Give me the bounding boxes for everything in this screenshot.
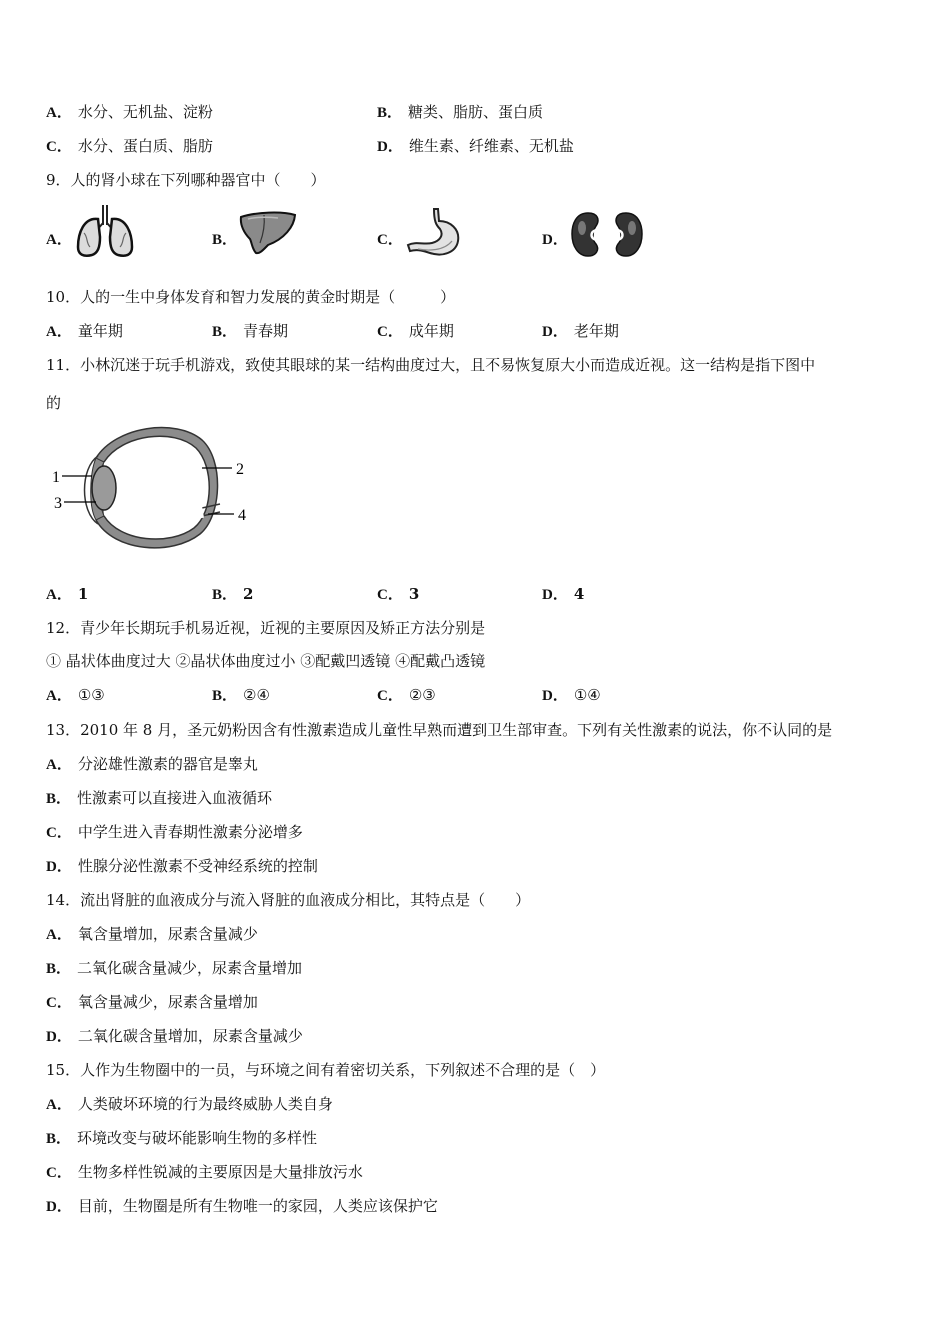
- q15-stem: 15．人作为生物圈中的一员，与环境之间有着密切关系，下列叙述不合理的是（ ）: [46, 1061, 606, 1079]
- q12-stem: 12．青少年长期玩手机易近视，近视的主要原因及矫正方法分别是: [46, 619, 486, 637]
- q9-stem: 9．人的肾小球在下列哪种器官中（ ）: [46, 171, 326, 189]
- q9-option-b[interactable]: B．: [212, 232, 238, 248]
- q10-option-b[interactable]: B． 青春期: [212, 322, 289, 340]
- q12-option-c[interactable]: C． ②③: [377, 686, 436, 704]
- q15-option-c[interactable]: C． 生物多样性锐减的主要原因是大量排放污水: [46, 1163, 363, 1181]
- q12-option-a[interactable]: A． ①③: [46, 686, 105, 704]
- eye-label-4: 4: [238, 507, 246, 524]
- lungs-icon: [74, 203, 136, 259]
- q8-option-d[interactable]: D． 维生素、纤维素、无机盐: [377, 137, 574, 155]
- q15-option-d[interactable]: D． 目前，生物圈是所有生物唯一的家园，人类应该保护它: [46, 1197, 438, 1215]
- q14-option-a[interactable]: A． 氧含量增加，尿素含量减少: [46, 925, 258, 943]
- q8-option-a[interactable]: A． 水分、无机盐、淀粉: [46, 103, 213, 121]
- q10-stem: 10．人的一生中身体发育和智力发展的黄金时期是（ ）: [46, 288, 456, 306]
- q12-items: ① 晶状体曲度过大 ②晶状体曲度过小 ③配戴凹透镜 ④配戴凸透镜: [46, 652, 486, 670]
- q10-option-a[interactable]: A． 童年期: [46, 322, 123, 340]
- q11-stem-line1: 11．小林沉迷于玩手机游戏，致使其眼球的某一结构曲度过大，且不易恢复原大小而造成近视。这一结构是指下图中: [46, 356, 816, 374]
- q11-stem-line2: 的: [46, 394, 62, 412]
- q10-option-c[interactable]: C． 成年期: [377, 322, 454, 340]
- q11-option-a[interactable]: A． 1: [46, 585, 89, 603]
- q11-option-b[interactable]: B． 2: [212, 585, 254, 603]
- stomach-icon: [404, 207, 462, 259]
- q14-option-d[interactable]: D． 二氧化碳含量增加，尿素含量减少: [46, 1027, 303, 1045]
- q10-option-d[interactable]: D． 老年期: [542, 322, 619, 340]
- q13-option-a[interactable]: A． 分泌雄性激素的器官是睾丸: [46, 755, 258, 773]
- liver-icon: [238, 209, 298, 257]
- q13-option-d[interactable]: D． 性腺分泌性激素不受神经系统的控制: [46, 857, 318, 875]
- q9-option-c[interactable]: C．: [377, 232, 403, 248]
- q13-stem: 13．2010 年 8 月，圣元奶粉因含有性激素造成儿童性早熟而遭到卫生部审查。下列有关性激素的说法，你不认同的是: [46, 721, 833, 739]
- q14-option-c[interactable]: C． 氧含量减少，尿素含量增加: [46, 993, 258, 1011]
- q9-option-a[interactable]: A．: [46, 232, 72, 248]
- q8-option-b[interactable]: B． 糖类、脂肪、蛋白质: [377, 103, 544, 121]
- q14-option-b[interactable]: B． 二氧化碳含量减少，尿素含量增加: [46, 959, 303, 977]
- q14-stem: 14．流出肾脏的血液成分与流入肾脏的血液成分相比，其特点是（ ）: [46, 891, 531, 909]
- q8-option-c[interactable]: C． 水分、蛋白质、脂肪: [46, 137, 213, 155]
- q15-option-a[interactable]: A． 人类破坏环境的行为最终威胁人类自身: [46, 1095, 333, 1113]
- q11-option-d[interactable]: D． 4: [542, 585, 585, 603]
- q12-option-d[interactable]: D． ①④: [542, 686, 601, 704]
- eye-label-3: 3: [54, 495, 62, 512]
- q15-option-b[interactable]: B． 环境改变与破坏能影响生物的多样性: [46, 1129, 318, 1147]
- q13-option-b[interactable]: B． 性激素可以直接进入血液循环: [46, 789, 273, 807]
- eye-label-2: 2: [236, 461, 244, 478]
- eye-diagram: [52, 420, 252, 555]
- q13-option-c[interactable]: C． 中学生进入青春期性激素分泌增多: [46, 823, 303, 841]
- q9-option-d[interactable]: D．: [542, 232, 568, 248]
- q12-option-b[interactable]: B． ②④: [212, 686, 270, 704]
- q11-option-c[interactable]: C． 3: [377, 585, 420, 603]
- eye-label-1: 1: [52, 469, 60, 486]
- kidneys-icon: [570, 210, 644, 260]
